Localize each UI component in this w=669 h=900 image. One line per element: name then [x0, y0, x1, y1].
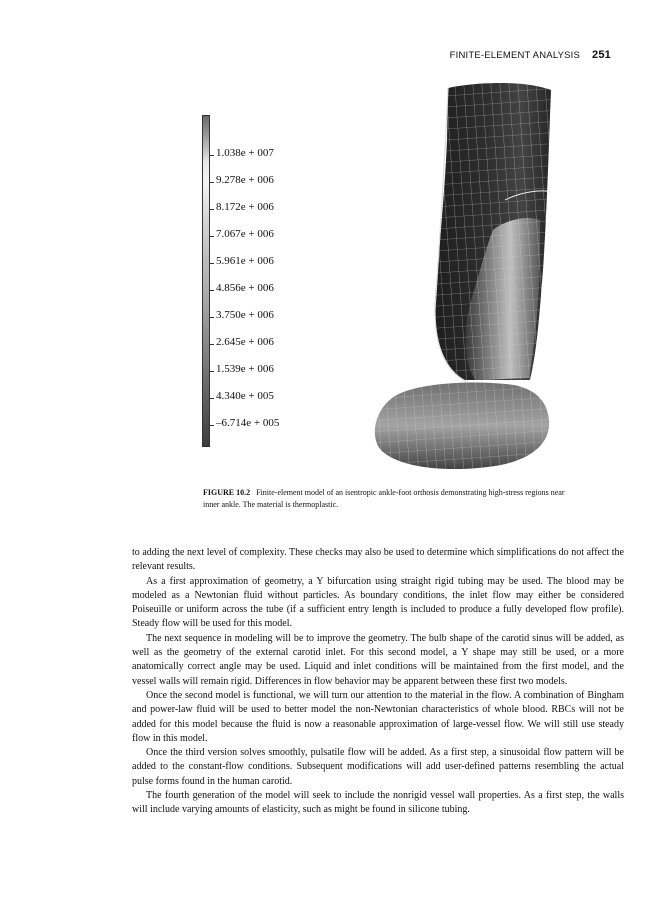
- legend-tick: [210, 344, 214, 345]
- legend-label: 5.961e + 006: [216, 255, 274, 267]
- legend-tick: [210, 182, 214, 183]
- legend-tick: [210, 236, 214, 237]
- legend-tick: [210, 290, 214, 291]
- legend-tick: [210, 155, 214, 156]
- legend-label: 1.038e + 007: [216, 147, 274, 159]
- legend-tick: [210, 263, 214, 264]
- page-number: 251: [592, 49, 611, 61]
- paragraph: to adding the next level of complexity. These checks may also be used to determine which simplifications do not affect the relevant results.: [132, 547, 624, 573]
- legend-tick: [210, 425, 214, 426]
- paragraph: As a first approximation of geometry, a Y bifurcation using straight rigid tubing may be used. The blood may be modeled as a Newtonian fluid without particles. As boundary conditions, the inlet flow may either be considered Poiseuille or uniform across the tube (if a sufficient entry length is included to produce a fully developed flow profile). Steady flow will be used for this model.: [132, 575, 624, 630]
- section-title: FINITE-ELEMENT ANALYSIS: [449, 50, 581, 61]
- legend-label: –6.714e + 005: [216, 417, 280, 429]
- paragraph: The fourth generation of the model will seek to include the nonrigid vessel wall properties. As a first step, the walls will include varying amounts of elasticity, such as might be found in silicone tubing.: [132, 790, 624, 816]
- legend-color-bar: [202, 115, 210, 447]
- legend-tick: [210, 398, 214, 399]
- paragraph: The next sequence in modeling will be to improve the geometry. The bulb shape of the carotid sinus will be added, as well as the geometry of the external carotid inlet. For this second model, a Y shape may still be used, or a more anatomically correct angle may be used. Liquid and inlet conditions will be maintained from the first model, and the vessel walls will remain rigid. Differences in flow behavior may be apparent between these first two models.: [132, 632, 624, 687]
- legend-label: 4.856e + 006: [216, 282, 274, 294]
- paragraph: Once the third version solves smoothly, pulsatile flow will be added. As a first step, a sinusoidal flow pattern will be added to the constant-flow conditions. Subsequent modifications will add user-defined patterns resembling the actual pulse forms found in the human carotid.: [132, 747, 624, 787]
- body-text: [132, 546, 624, 818]
- running-head: [450, 49, 611, 61]
- legend-tick: [210, 371, 214, 372]
- legend-label: 3.750e + 006: [216, 309, 274, 321]
- figure-caption: [203, 487, 573, 511]
- legend-label: 2.645e + 006: [216, 336, 274, 348]
- legend-label: 9.278e + 006: [216, 174, 274, 186]
- legend-label: 8.172e + 006: [216, 201, 274, 213]
- paragraph: Once the second model is functional, we will turn our attention to the material in the flow. A combination of Bingham and power-law fluid will be used to better model the non-Newtonian characteristics of whole blood. RBCs will not be added for this model because the fluid is now a reasonable approximation of large-vessel flow. We will still use steady flow in this model.: [132, 689, 624, 744]
- legend-label: 7.067e + 006: [216, 228, 274, 240]
- legend-label: 4.340e + 005: [216, 390, 274, 402]
- legend-tick: [210, 317, 214, 318]
- orthosis-mesh-image: [355, 80, 555, 480]
- legend-label: 1.539e + 006: [216, 363, 274, 375]
- figure-caption-text: Finite-element model of an isentropic ankle-foot orthosis demonstrating high-stress regions near inner ankle. The material is thermoplastic.: [203, 488, 565, 509]
- legend-tick: [210, 209, 214, 210]
- figure-label: FIGURE 10.2: [203, 488, 251, 497]
